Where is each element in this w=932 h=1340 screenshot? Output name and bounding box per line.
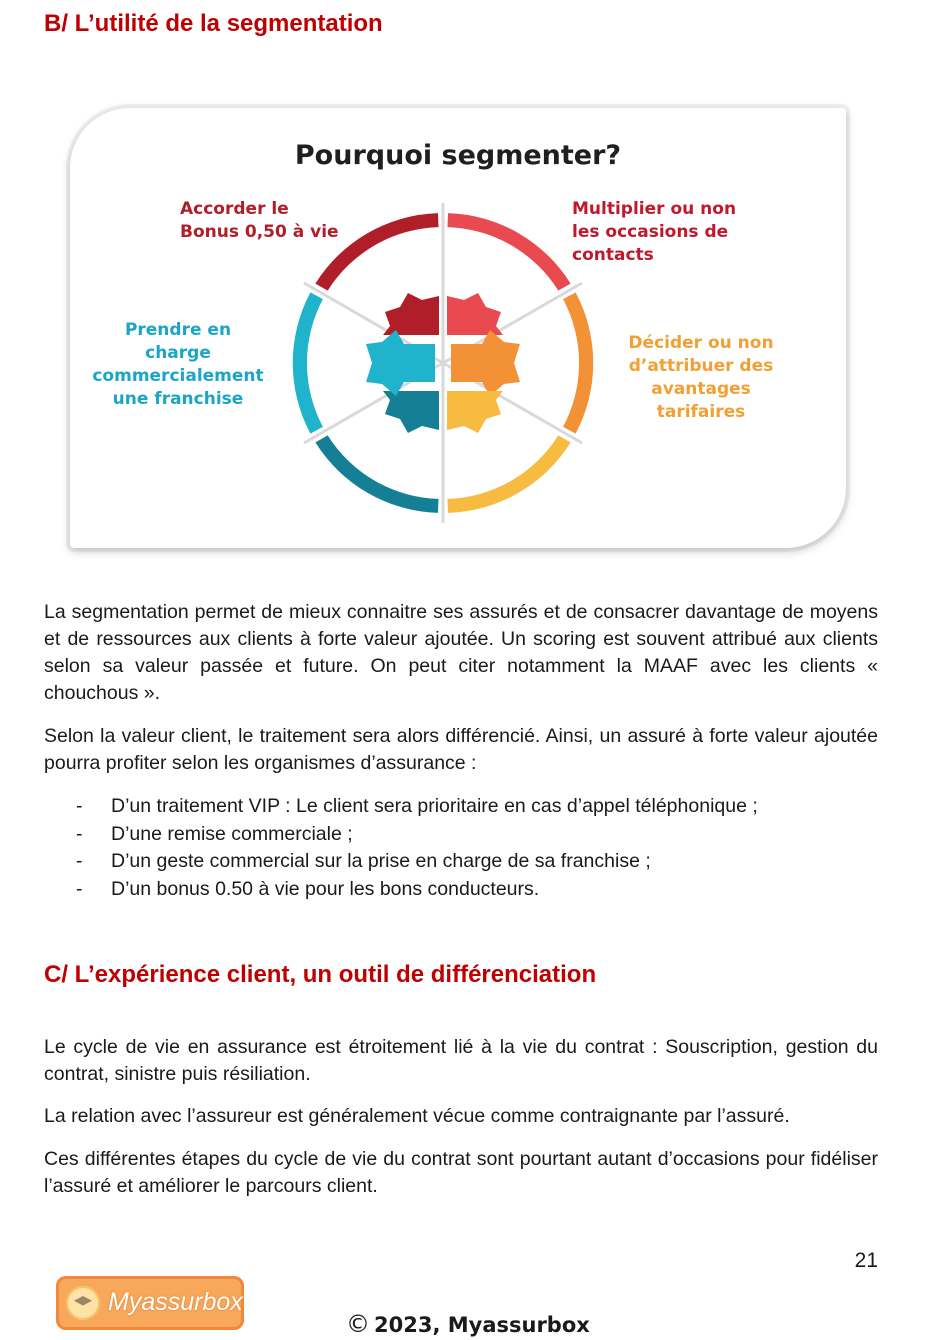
copyright-notice xyxy=(346,1310,590,1338)
section-c-heading: C/ L’expérience client, un outil de différenciation xyxy=(44,961,597,988)
arc-red xyxy=(448,213,571,291)
list-dash: - xyxy=(76,850,83,872)
benefits-list xyxy=(76,793,758,903)
graduation-cap-icon xyxy=(66,1286,100,1320)
star-segment-cyan xyxy=(366,330,435,396)
star-segment-dark-red xyxy=(383,293,439,335)
infographic-title: Pourquoi segmenter? xyxy=(294,140,622,171)
list-item-text: D’un bonus 0.50 à vie pour les bons conducteurs. xyxy=(111,877,540,900)
list-dash: - xyxy=(76,795,83,817)
list-dash: - xyxy=(76,877,83,900)
list-item xyxy=(76,821,758,849)
star-segment-orange xyxy=(451,330,520,396)
label-franchise: Prendre en charge commercialement une franchise xyxy=(92,320,264,409)
paragraph-etapes: Ces différentes étapes du cycle de vie du contrat sont pourtant autant d’occasions pour fidéliser l’assuré et améliorer le parcours client. xyxy=(44,1148,878,1197)
segmentation-infographic xyxy=(70,108,846,548)
arc-teal xyxy=(315,435,438,513)
label-tarifs: Décider ou non d’attribuer des avantages tarifaires xyxy=(628,333,774,422)
myassurbox-logo xyxy=(56,1276,244,1330)
arc-yellow xyxy=(448,435,571,513)
section-b-heading: B/ L’utilité de la segmentation xyxy=(44,10,383,37)
copyright-text: 2023, Myassurbox xyxy=(374,1313,590,1337)
list-item-text: D’un geste commercial sur la prise en charge de sa franchise ; xyxy=(111,850,651,872)
copyright-icon: © xyxy=(346,1310,370,1338)
paragraph-relation-assureur: La relation avec l’assureur est généralement vécue comme contraignante par l’assuré. xyxy=(44,1105,790,1127)
list-dash: - xyxy=(76,822,83,845)
list-item xyxy=(76,793,758,821)
label-bonus: Accorder le Bonus 0,50 à vie xyxy=(180,199,339,242)
logo-text: Myassurbox xyxy=(108,1288,243,1316)
list-item xyxy=(76,848,758,876)
paragraph-segmentation: La segmentation permet de mieux connaitre ses assurés et de consacrer davantage de moyens et de ressources aux clients à forte valeur ajoutée. Un scoring est souvent attribué aux clients selon sa valeur passée et future. On peut citer notamment la MAAF avec les clients « chouchous ». xyxy=(44,601,878,704)
arc-cyan xyxy=(293,292,323,433)
list-item-text: D’un traitement VIP : Le client sera prioritaire en cas d’appel téléphonique ; xyxy=(111,795,758,817)
list-item xyxy=(76,876,758,904)
arc-orange xyxy=(563,292,593,433)
page-number: 21 xyxy=(854,1249,878,1272)
star-segment-teal xyxy=(383,391,439,433)
label-contacts: Multiplier ou non les occasions de contacts xyxy=(572,199,737,265)
paragraph-valeur-client: Selon la valeur client, le traitement sera alors différencié. Ainsi, un assuré à forte valeur ajoutée pourra profiter selon les organismes d’assurance : xyxy=(44,725,878,774)
star-segment-red xyxy=(447,293,503,335)
list-item-text: D’une remise commerciale ; xyxy=(111,822,353,845)
paragraph-cycle-de-vie: Le cycle de vie en assurance est étroitement lié à la vie du contrat : Souscription, gestion du contrat, sinistre puis résiliation. xyxy=(44,1036,878,1085)
star-segment-yellow xyxy=(447,391,503,433)
